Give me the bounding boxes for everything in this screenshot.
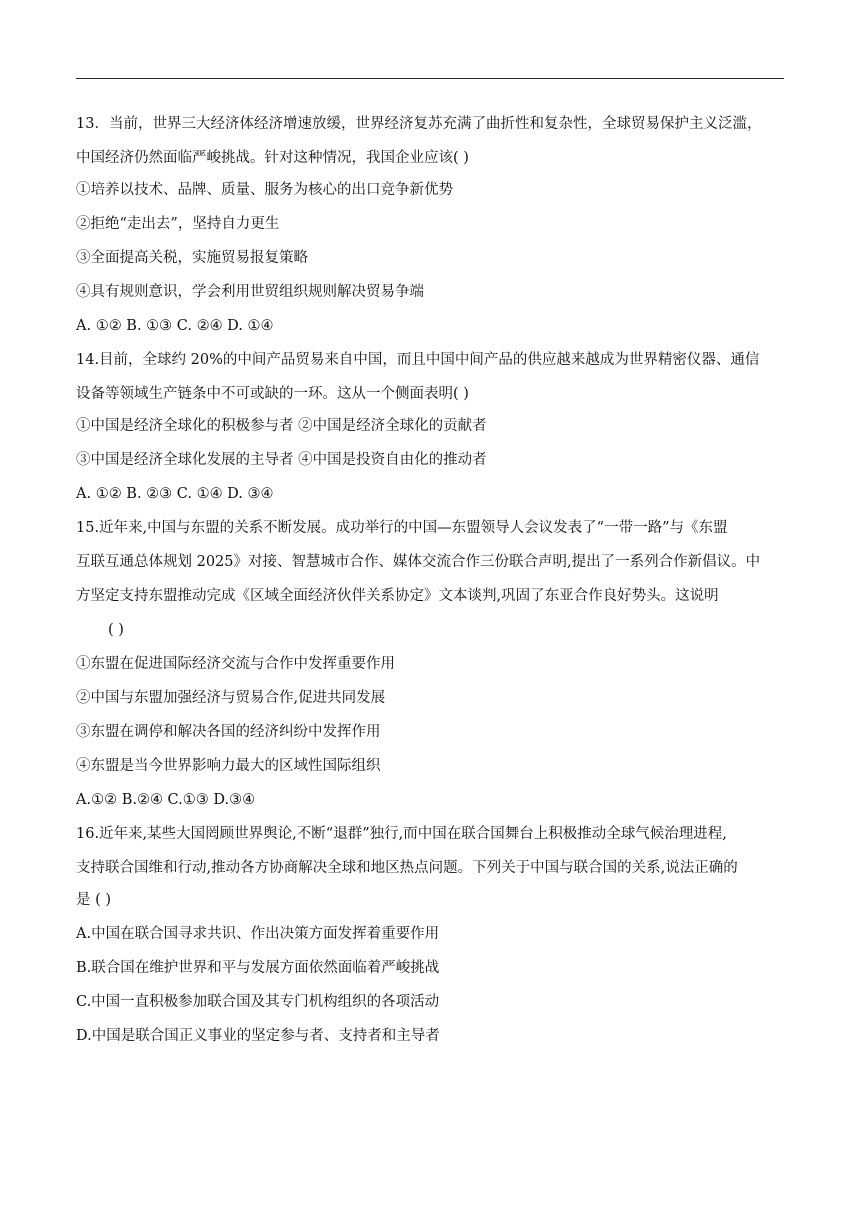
q13-item-3: ③全面提高关税，实施贸易报复策略 [76,250,308,266]
q15-choices: A.①② B.②④ C.①③ D.③④ [76,792,256,808]
q13-choices: A. ①② B. ①③ C. ②④ D. ①④ [76,318,274,334]
q13-item-1: ①培养以技术、品牌、质量、服务为核心的出口竞争新优势 [76,182,453,198]
q15-stem-line3: 方坚定支持东盟推动完成《区域全面经济伙伴关系协定》文本谈判,巩固了东亚合作良好势头。这说明 [76,588,719,604]
q13-stem-line2: 中国经济仍然面临严峻挑战。针对这种情况，我国企业应该( ) [76,150,469,166]
q15-item-4: ④东盟是当今世界影响力最大的区域性国际组织 [76,758,381,774]
q15-item-3: ③东盟在调停和解决各国的经济纠纷中发挥作用 [76,724,381,740]
q15-item-1: ①东盟在促进国际经济交流与合作中发挥重要作用 [76,656,395,672]
q13-stem-line1: 13．当前，世界三大经济体经济增速放缓，世界经济复苏充满了曲折性和复杂性，全球贸易保护主义泛滥， [76,116,762,132]
q14-choices: A. ①② B. ②③ C. ①④ D. ③④ [76,486,274,502]
q16-option-a: A.中国在联合国寻求共识、作出决策方面发挥着重要作用 [76,926,440,942]
q16-stem-line3: 是 ( ) [76,892,112,908]
q16-option-c: C.中国一直积极参加联合国及其专门机构组织的各项活动 [76,994,440,1010]
q14-stem-line1: 14.目前，全球约 20%的中间产品贸易来自中国，而且中国中间产品的供应越来越成为世界精密仪器、通信 [76,352,760,368]
q15-item-2: ②中国与东盟加强经济与贸易合作,促进共同发展 [76,690,386,706]
header-rule [76,78,784,79]
q16-stem-line1: 16.近年来,某些大国罔顾世界舆论,不断“退群”独行,而中国在联合国舞台上积极推动全球气候治理进程, [76,826,727,842]
q16-option-d: D.中国是联合国正义事业的坚定参与者、支持者和主导者 [76,1028,440,1044]
q16-stem-line2: 支持联合国维和行动,推动各方协商解决全球和地区热点问题。下列关于中国与联合国的关系,说法正确的 [76,860,738,876]
q15-stem-line1: 15.近年来,中国与东盟的关系不断发展。成功举行的中国—东盟领导人会议发表了“一带一路”与《东盟 [76,520,728,536]
q14-stem-line2: 设备等领域生产链条中不可或缺的一环。这从一个侧面表明( ) [76,386,469,402]
q14-items-row2: ③中国是经济全球化发展的主导者 ④中国是投资自由化的推动者 [76,452,487,468]
q14-items-row1: ①中国是经济全球化的积极参与者 ②中国是经济全球化的贡献者 [76,418,487,434]
q15-stem-line2: 互联互通总体规划 2025》对接、智慧城市合作、媒体交流合作三份联合声明,提出了一系列合作新倡议。中 [76,554,761,570]
q15-stem-line4: ( ) [108,622,124,638]
q16-option-b: B.联合国在维护世界和平与发展方面依然面临着严峻挑战 [76,960,440,976]
q13-item-2: ②拒绝“走出去”，坚持自力更生 [76,216,280,232]
q13-item-4: ④具有规则意识，学会利用世贸组织规则解决贸易争端 [76,284,424,300]
